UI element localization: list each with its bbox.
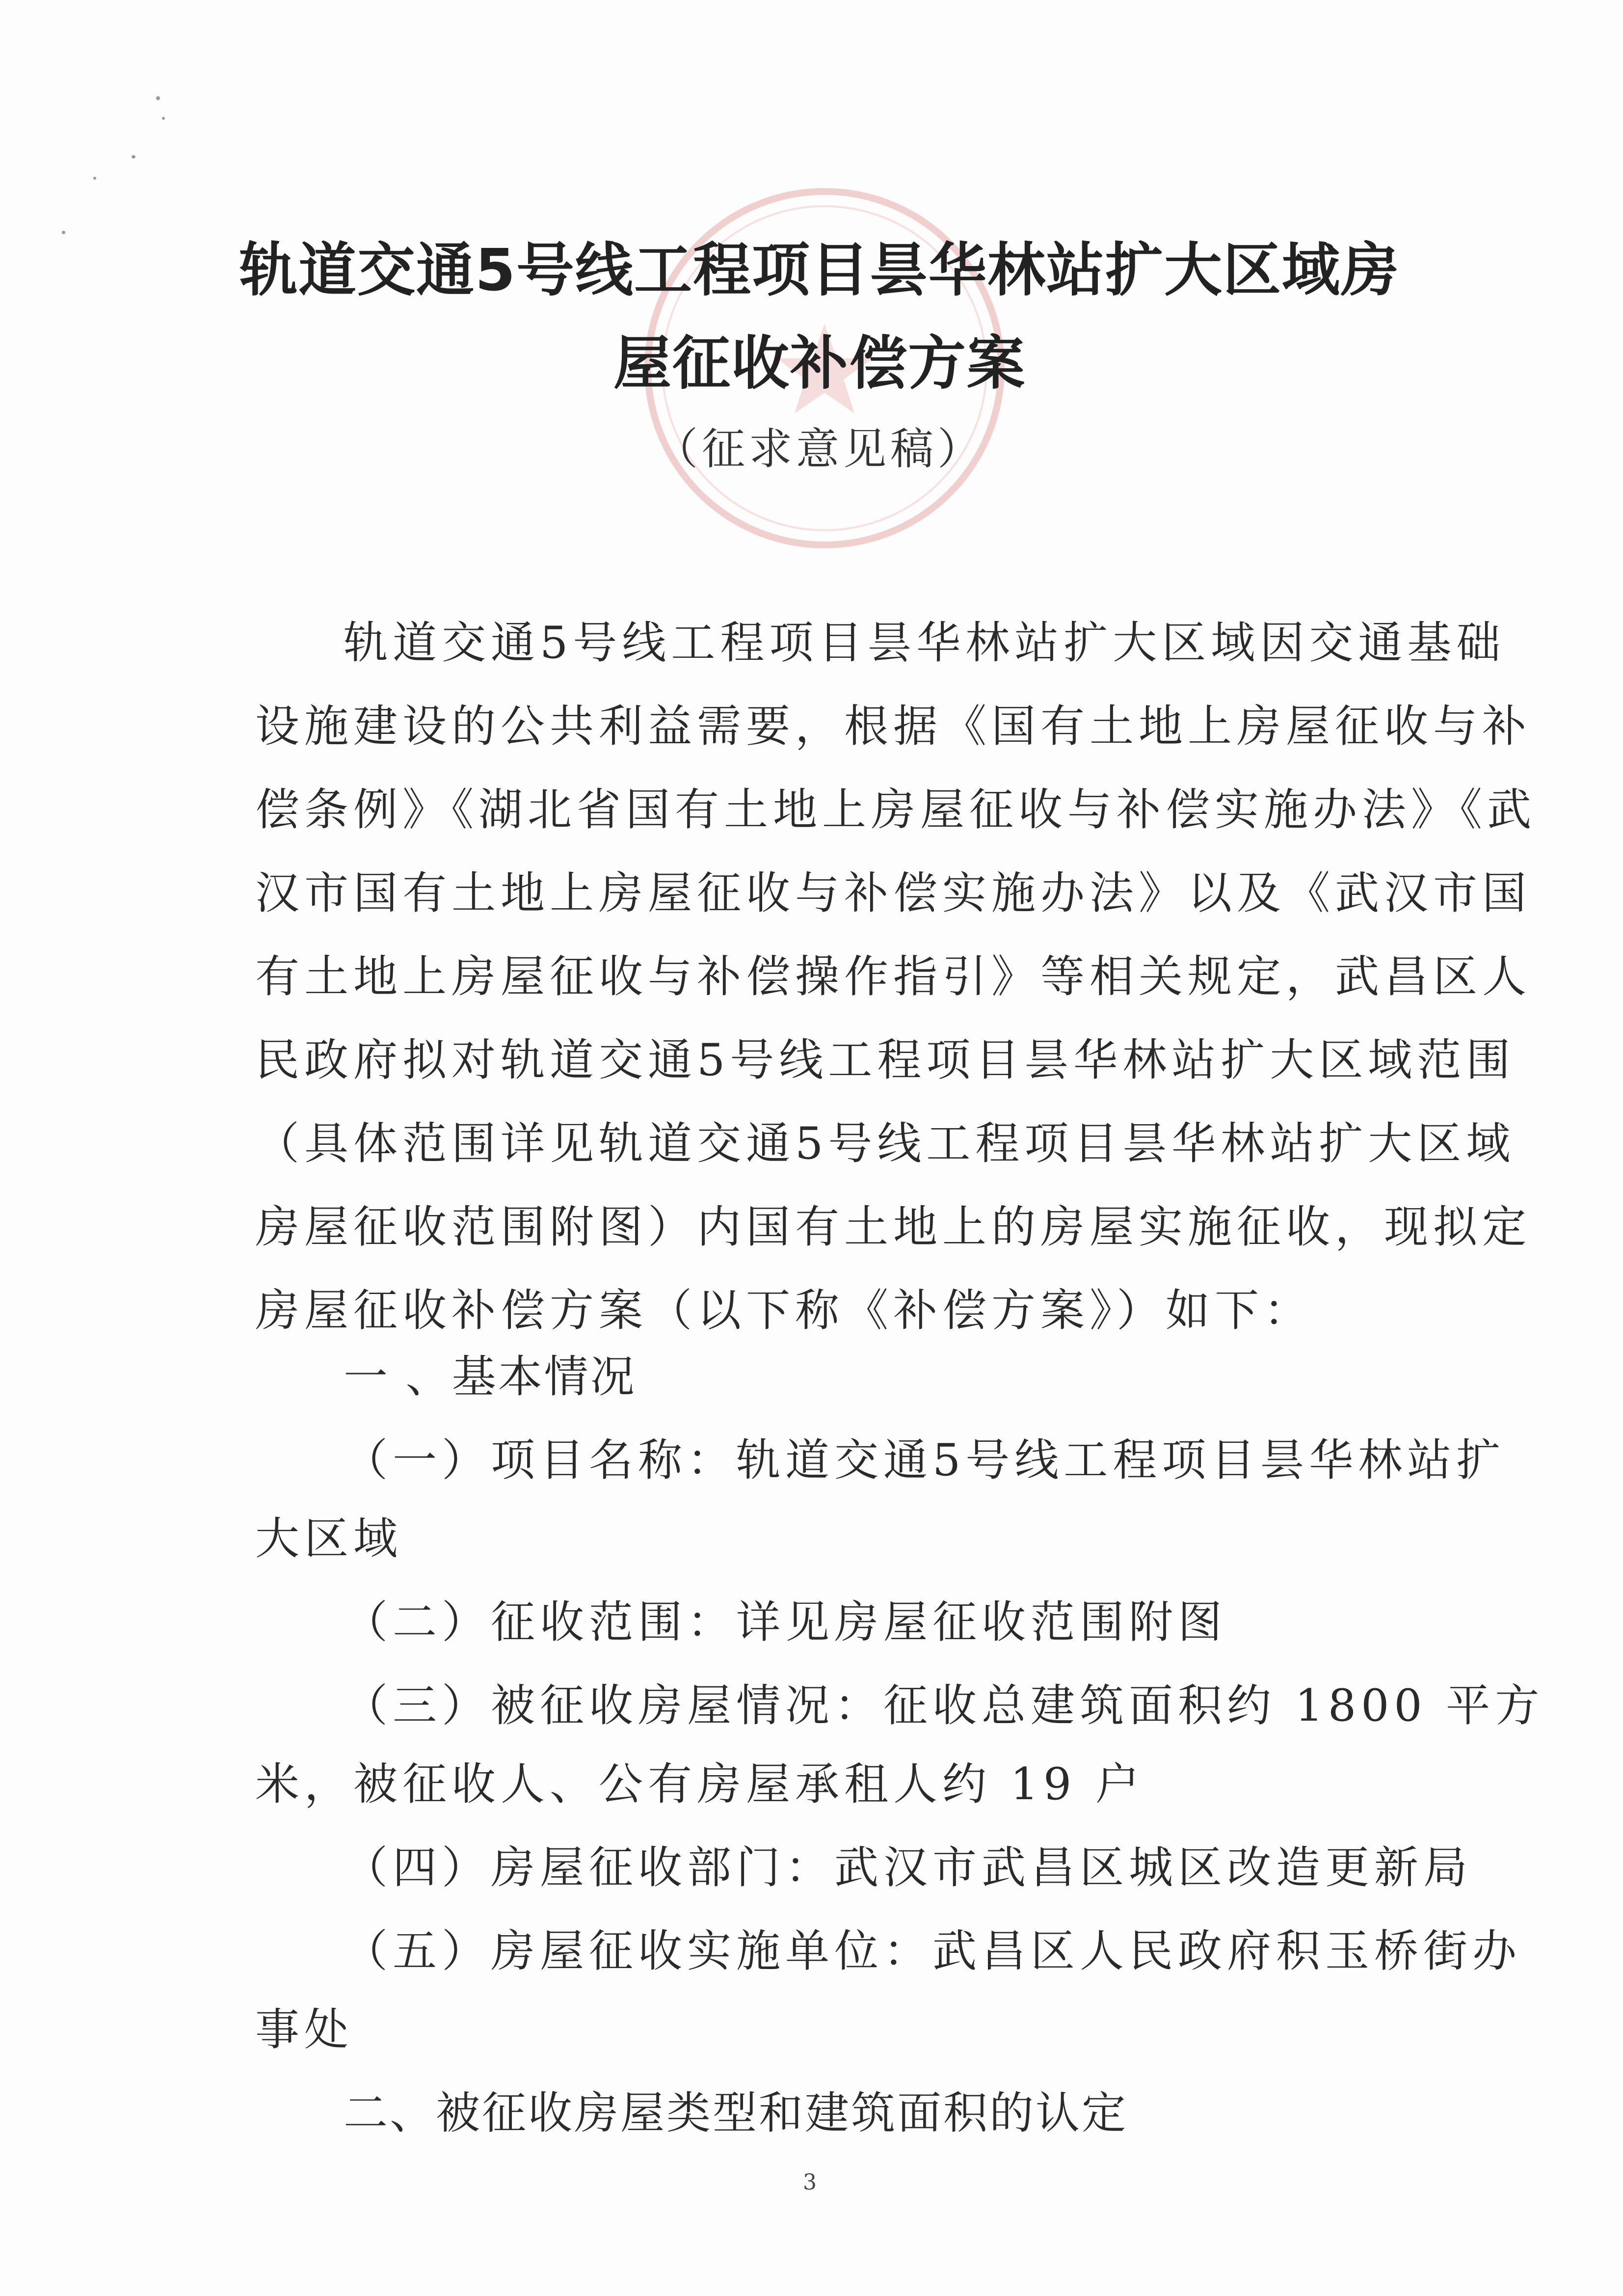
document-title-line-2: 屋征收补偿方案 (613, 329, 1026, 397)
item-project-name-cont: 大区域 (255, 1513, 402, 1565)
section-heading-housing-type: 二、被征收房屋类型和建筑面积的认定 (344, 2087, 1128, 2139)
scan-speck (132, 155, 135, 159)
intro-line: （具体范围详见轨道交通5号线工程项目昙华林站扩大区域 (255, 1118, 1516, 1169)
document-subtitle: （征求意见稿） (654, 424, 984, 474)
intro-line: 房屋征收补偿方案（以下称《补偿方案》）如下： (255, 1285, 1313, 1336)
intro-line: 有土地上房屋征收与补偿操作指引》等相关规定，武昌区人 (255, 951, 1531, 1002)
intro-line: 偿条例》《湖北省国有土地上房屋征收与补偿实施办法》《武 (255, 784, 1536, 836)
scan-speck (162, 117, 165, 120)
intro-line: 民政府拟对轨道交通5号线工程项目昙华林站扩大区域范围 (255, 1034, 1516, 1086)
intro-line: 汉市国有土地上房屋征收与补偿实施办法》以及《武汉市国 (255, 867, 1531, 919)
item-housing-info: （三）被征收房屋情况：征收总建筑面积约 1800 平方 (344, 1680, 1544, 1731)
section-heading-basic-info: 一 、基本情况 (344, 1351, 637, 1403)
scan-speck (156, 96, 160, 100)
item-scope: （二）征收范围：详见房屋征收范围附图 (344, 1596, 1227, 1648)
item-project-name: （一）项目名称：轨道交通5号线工程项目昙华林站扩 (344, 1434, 1506, 1486)
item-implementing-unit: （五）房屋征收实施单位：武昌区人民政府积玉桥街办 (344, 1925, 1521, 1977)
intro-line: 设施建设的公共利益需要，根据《国有土地上房屋征收与补 (255, 701, 1531, 752)
document-title-line-1: 轨道交通5号线工程项目昙华林站扩大区域房 (239, 236, 1400, 304)
scan-speck (62, 231, 65, 234)
item-implementing-unit-cont: 事处 (255, 2004, 353, 2055)
scan-speck (93, 177, 96, 180)
intro-line: 房屋征收范围附图）内国有土地上的房屋实施征收，现拟定 (255, 1201, 1531, 1253)
intro-line: 轨道交通5号线工程项目昙华林站扩大区域因交通基础 (344, 617, 1506, 669)
item-department: （四）房屋征收部门：武汉市武昌区城区改造更新局 (344, 1842, 1472, 1893)
item-housing-info-cont: 米，被征收人、公有房屋承租人约 19 户 (255, 1758, 1144, 1810)
page-number: 3 (803, 2170, 817, 2195)
